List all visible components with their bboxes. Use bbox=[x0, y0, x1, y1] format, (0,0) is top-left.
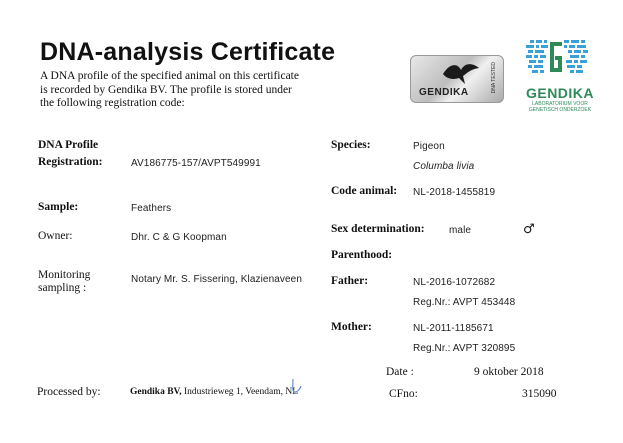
owner-value: Dhr. C & G Koopman bbox=[131, 232, 227, 243]
sample-label: Sample: bbox=[38, 201, 79, 213]
owner-label: Owner: bbox=[38, 230, 73, 242]
sample-value: Feathers bbox=[131, 203, 172, 214]
dna-profile-heading: DNA Profile bbox=[38, 139, 99, 151]
code-animal-label: Code animal: bbox=[331, 185, 398, 197]
logo-name: GENDIKA bbox=[525, 85, 595, 101]
intro-text: A DNA profile of the specified animal on this certificate is recorded by Gendika BV. The profile is stored under the following registration code: bbox=[40, 70, 299, 109]
gendika-logo bbox=[520, 38, 600, 113]
monitoring-label-1: Monitoring bbox=[38, 269, 91, 281]
processed-by-value bbox=[130, 387, 298, 397]
cfno-value: 315090 bbox=[522, 388, 557, 400]
father-reg: Reg.Nr.: AVPT 453448 bbox=[413, 297, 516, 308]
stamp-side-text: DNA TESTED bbox=[491, 62, 497, 94]
cfno-label: CFno: bbox=[389, 388, 418, 400]
mother-reg: Reg.Nr.: AVPT 320895 bbox=[413, 343, 516, 354]
monitoring-label-2: sampling : bbox=[38, 282, 87, 294]
species-value: Pigeon bbox=[413, 141, 445, 152]
sex-value: male bbox=[449, 225, 472, 236]
registration-value: AV186775-157/AVPT549991 bbox=[131, 158, 261, 169]
registration-label: Registration: bbox=[38, 156, 103, 168]
parenthood-label: Parenthood: bbox=[331, 249, 393, 261]
certificate-title: DNA-analysis Certificate bbox=[40, 38, 336, 66]
mother-value: NL-2011-1185671 bbox=[413, 323, 494, 334]
gendika-logo-mark bbox=[520, 38, 600, 80]
signature-mark-icon bbox=[290, 378, 304, 394]
father-value: NL-2016-1072682 bbox=[413, 277, 496, 288]
species-label: Species: bbox=[331, 139, 371, 151]
logo-subtitle-1: LABORATORIUM VOOR bbox=[532, 101, 588, 107]
father-label: Father: bbox=[331, 275, 369, 287]
stamp-brand: GENDIKA bbox=[419, 87, 469, 98]
species-latin: Columba livia bbox=[413, 161, 475, 172]
sex-determination-label: Sex determination: bbox=[331, 223, 425, 235]
processed-by-company: Gendika BV, bbox=[130, 387, 182, 397]
logo-subtitle-2: GENETISCH ONDERZOEK bbox=[528, 107, 592, 113]
code-animal-value: NL-2018-1455819 bbox=[413, 187, 496, 198]
bird-icon bbox=[441, 60, 481, 86]
date-value: 9 oktober 2018 bbox=[474, 366, 544, 378]
male-symbol-icon: ♂ bbox=[523, 222, 535, 237]
processed-by-address: Industrieweg 1, Veendam, NL bbox=[183, 387, 299, 397]
processed-by-label: Processed by: bbox=[37, 386, 101, 398]
date-label: Date : bbox=[386, 366, 414, 378]
mother-label: Mother: bbox=[331, 321, 372, 333]
monitoring-value: Notary Mr. S. Fissering, Klazienaveen bbox=[131, 274, 302, 285]
dna-tested-stamp bbox=[410, 55, 504, 103]
